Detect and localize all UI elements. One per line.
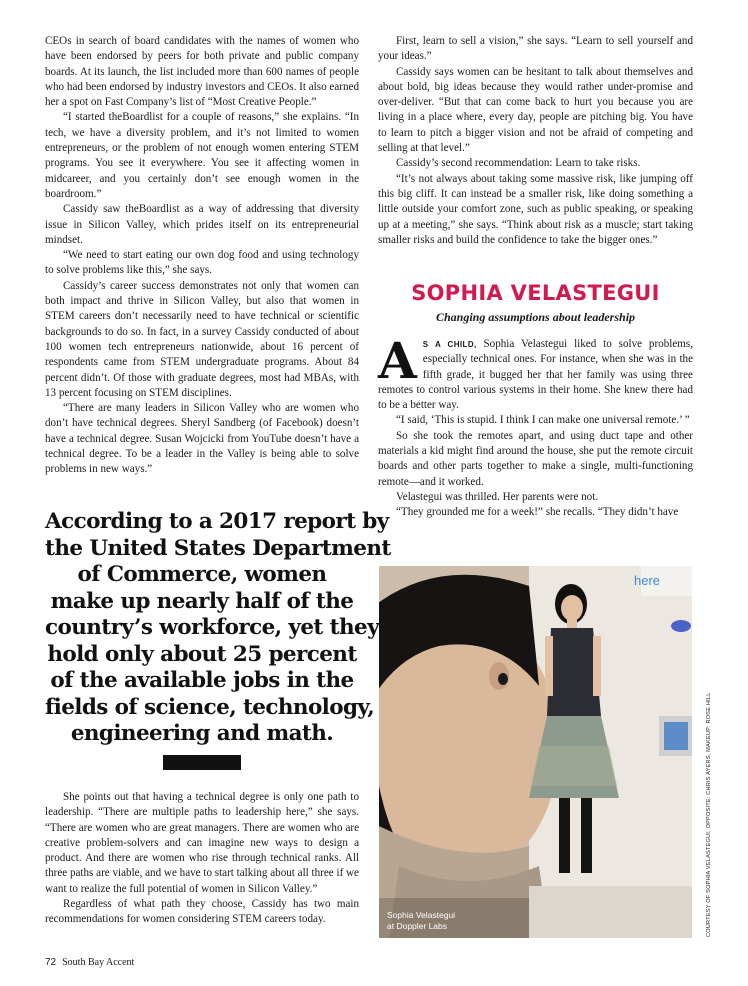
pull-quote-line: engineering and math. [70,721,334,746]
body-paragraph: Cassidy’s career success demonstrates not only that women can both impact and thrive in Silicon Valley, but also that women in STEM careers don’t necessarily need to have technical or scientific backgrounds to do so. In fact, in a survey Cassidy conducted of about 100 women tech entrepreneurs nationwide, about 16 percent of respondents came from STEM undergraduate programs. About 84 percent didn’t. Of those with graduate degrees, most had MBAs, with 13 percent focusing on STEM disciplines. [45,279,359,399]
body-paragraph: First, learn to sell a vision,” she says. “Learn to sell yourself and your ideas.” [378,35,693,63]
drop-cap: A [378,331,417,390]
body-paragraph: Cassidy’s second recommendation: Learn to take risks. [396,157,641,170]
lead-text: Sophia Velastegui liked to solve problems, especially technical ones. For instance, when she was in the fifth grade, it bugged her that her family was using three remotes to control various systems in their home. She knew there had to be a better way. [378,338,693,412]
photo-credit: COURTESY OF SOPHIA VELASTEGUI; OPPOSITE: CHRIS AYERS, MAKEUP: ROSE HILL [706,692,712,937]
pull-quote-line: the United States Department [45,535,391,561]
left-column-top [45,34,359,478]
story-lead-paragraph [378,331,693,413]
photo-caption-line: Sophia Velastegui [387,910,456,920]
photo-caption-line: at Doppler Labs [387,921,448,931]
lead-small-caps: S A CHILD, [422,340,477,349]
body-paragraph: Regardless of what path they choose, Cassidy has two main recommendations for women considering STEM careers today. [45,898,359,926]
photo-sign-text: here [634,573,661,588]
body-paragraph: Velastegui was thrilled. Her parents were not. [396,490,599,503]
photo-caption [387,910,455,932]
photo-illustration [379,566,692,938]
folio [45,957,134,968]
pull-quote-line: According to a 2017 report by [45,509,389,534]
pull-quote-line: country’s workforce, yet they [45,615,379,640]
pull-quote-line: hold only about 25 percent [47,641,357,667]
section-subtitle: Changing assumptions about leadership [435,310,636,324]
body-paragraph: “We need to start eating our own dog food and using technology to solve problems like this,” she says. [45,249,359,277]
pull-quote-line: fields of science, technology, [45,694,375,720]
body-paragraph: She points out that having a technical degree is only one path to leadership. “There are multiple paths to leadership here,” she says. “There are women who are great managers. There are women who are creative problem-solvers and can imagine new ways to design a product. And there are women who rise through technical ranks. All three paths are viable, and we have to start talking about all three if we want to realize the full potential of women in Silicon Valley.” [45,791,359,895]
body-paragraph: Cassidy says women can be hesitant to talk about themselves and about bold, big ideas because they would rather under-promise and over-deliver. “But that can come back to hurt you because you are living in a place where, every day, people are pitching big. You have to learn to pitch a bigger vision and not be afraid of competing and selling at that level.” [378,65,693,155]
pull-quote-line: of Commerce, women [77,562,327,587]
publication-name: South Bay Accent [62,957,135,968]
body-paragraph: So she took the remotes apart, and using duct tape and other materials a kid might find around the house, she put the remote circuit boards and other parts together to make a single, multi-functioning remote—and it worked. [378,429,693,488]
body-paragraph: CEOs in search of board candidates with the names of women who have been endorsed by peers for both private and public company boards. At its launch, the list included more than 600 names of people who had been endorsed by industry investors and CEOs. It also earned her a spot on Fast Company’s list of “Most Creative People.” [45,35,359,109]
photo [379,566,692,938]
body-paragraph: “I started theBoardlist for a couple of reasons,” she explains. “In tech, we have a diversity problem, and it’s not limited to women entrepreneurs, or the problem of not enough women entering STEM programs. You see it everywhere. You see it affecting women in midcareer, and you certainly don’t see enough women in the boardroom.” [45,111,359,200]
left-column-bottom [45,790,359,928]
body-paragraph: “There are many leaders in Silicon Valley who are women who don’t have technical degrees. Sheryl Sandberg (of Facebook) doesn’t have a technical degree. Susan Wojcicki from YouTube doesn’t have a technical degree. To be a leader in the Valley is being able to solve problems in new ways.” [45,402,359,476]
pull-quote-bar [163,755,241,770]
story-column [378,331,693,521]
right-column-top [378,34,693,248]
body-paragraph: “I said, ‘This is stupid. I think I can make one universal remote.’ ” [396,414,690,427]
body-paragraph: “It’s not always about taking some massive risk, like jumping off this big cliff. It can instead be a smaller risk, like doing something a little outside your comfort zone, such as public speaking, or speaking up at a meeting,” she says. “Think about risk as a muscle; start taking smaller risks and build the confidence to take the bigger ones.” [378,172,693,246]
pull-quote-line: of the available jobs in the [50,668,354,693]
page-number: 72 [45,957,57,968]
body-paragraph: Cassidy saw theBoardlist as a way of addressing that diversity issue in Silicon Valley, which prides itself on its entrepreneurial mindset. [45,203,359,246]
body-paragraph: “They grounded me for a week!” she recalls. “They didn’t have [396,506,679,519]
section-title: SOPHIA VELASTEGUI [411,281,660,305]
pull-quote [45,509,391,748]
pull-quote-line: make up nearly half of the [50,588,354,614]
